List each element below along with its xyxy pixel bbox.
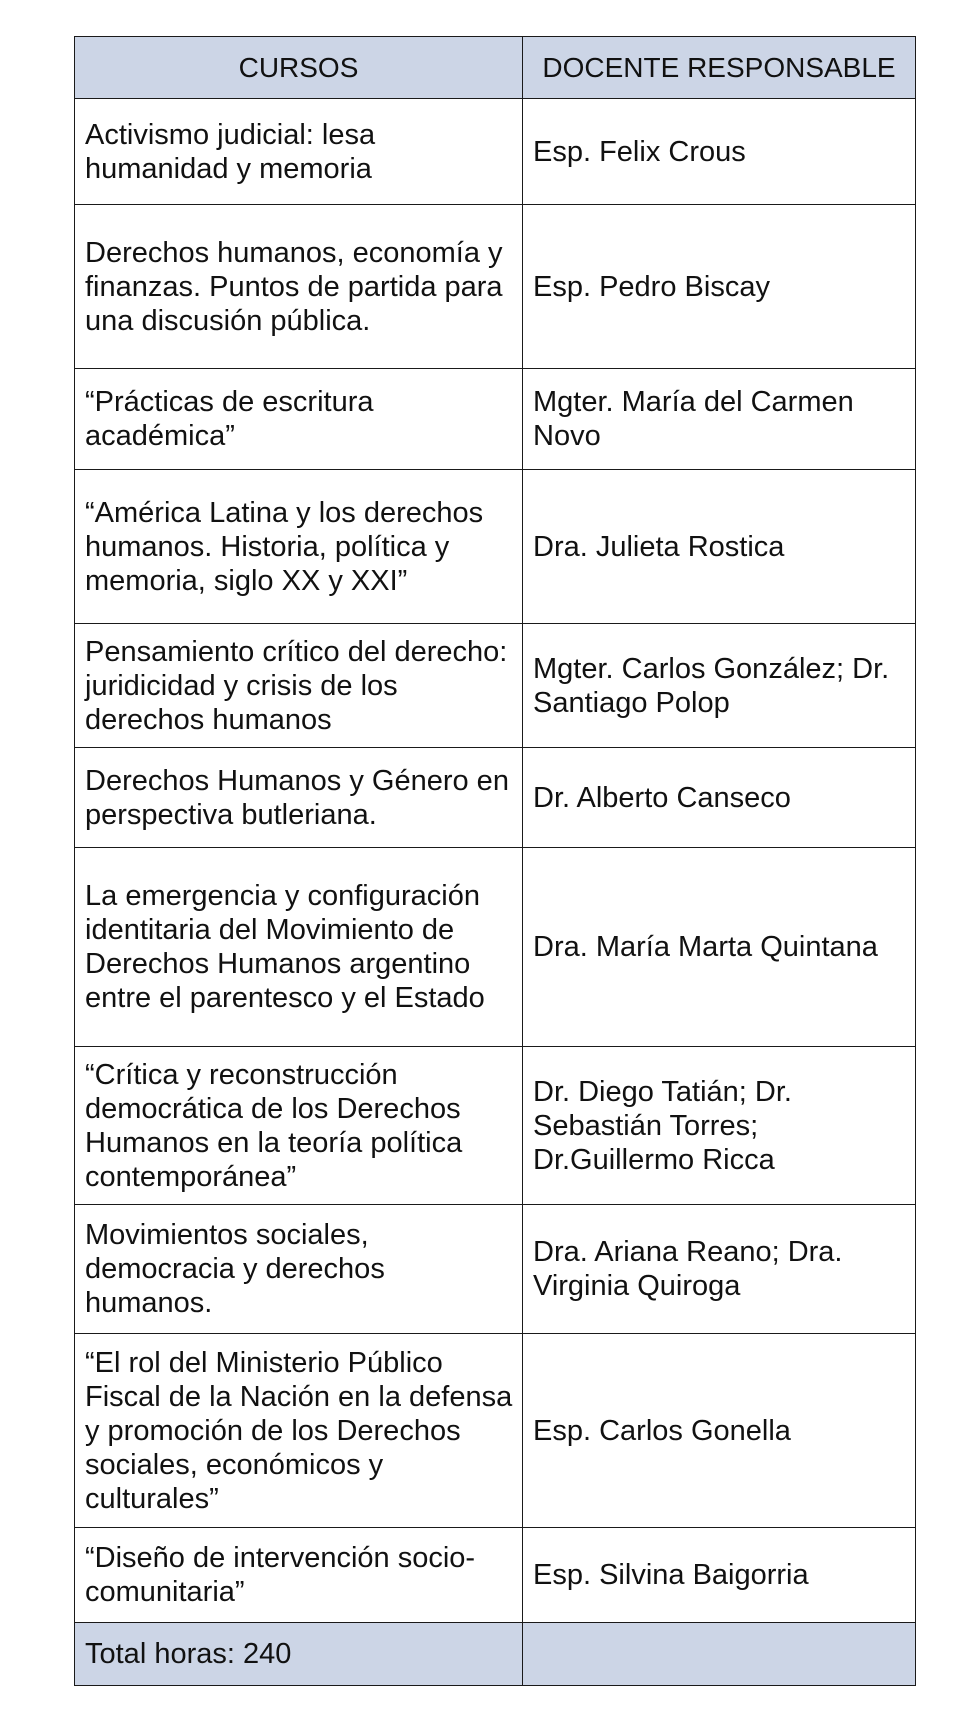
teacher-cell: Esp. Pedro Biscay (523, 205, 916, 369)
teacher-cell: Mgter. Carlos González; Dr. Santiago Polop (523, 624, 916, 748)
table-row (75, 99, 916, 205)
course-cell: Pensamiento crítico del derecho: juridicidad y crisis de los derechos humanos (75, 624, 523, 748)
teacher-cell: Esp. Silvina Baigorria (523, 1528, 916, 1623)
course-cell: “Prácticas de escritura académica” (75, 369, 523, 470)
teacher-cell: Dra. Julieta Rostica (523, 470, 916, 624)
course-cell: “América Latina y los derechos humanos. Historia, política y memoria, siglo XX y XXI” (75, 470, 523, 624)
table-row (75, 848, 916, 1047)
table-row (75, 748, 916, 848)
table-footer-row (75, 1623, 916, 1686)
table-row (75, 1047, 916, 1205)
table-row (75, 1528, 916, 1623)
teacher-cell: Mgter. María del Carmen Novo (523, 369, 916, 470)
course-cell: Derechos humanos, economía y finanzas. Puntos de partida para una discusión pública. (75, 205, 523, 369)
table-row (75, 1205, 916, 1334)
course-cell: “Crítica y reconstrucción democrática de los Derechos Humanos en la teoría política contemporánea” (75, 1047, 523, 1205)
table-header-row (75, 37, 916, 99)
teacher-cell: Dr. Diego Tatián; Dr. Sebastián Torres; Dr.Guillermo Ricca (523, 1047, 916, 1205)
course-cell: “Diseño de intervención socio-comunitaria” (75, 1528, 523, 1623)
teacher-cell: Dr. Alberto Canseco (523, 748, 916, 848)
course-cell: “El rol del Ministerio Público Fiscal de la Nación en la defensa y promoción de los Derechos sociales, económicos y culturales” (75, 1334, 523, 1528)
table-row (75, 1334, 916, 1528)
table-row (75, 470, 916, 624)
table-row (75, 205, 916, 369)
course-cell: La emergencia y configuración identitaria del Movimiento de Derechos Humanos argentino entre el parentesco y el Estado (75, 848, 523, 1047)
teacher-cell: Esp. Felix Crous (523, 99, 916, 205)
table-row (75, 369, 916, 470)
course-cell: Activismo judicial: lesa humanidad y memoria (75, 99, 523, 205)
total-hours: Total horas: 240 (75, 1623, 523, 1686)
course-cell: Movimientos sociales, democracia y derechos humanos. (75, 1205, 523, 1334)
teacher-cell: Esp. Carlos Gonella (523, 1334, 916, 1528)
courses-table (74, 36, 916, 1686)
footer-empty-cell (523, 1623, 916, 1686)
header-cursos: CURSOS (75, 37, 523, 99)
teacher-cell: Dra. María Marta Quintana (523, 848, 916, 1047)
header-docente-responsable: DOCENTE RESPONSABLE (523, 37, 916, 99)
teacher-cell: Dra. Ariana Reano; Dra. Virginia Quiroga (523, 1205, 916, 1334)
table-row (75, 624, 916, 748)
course-cell: Derechos Humanos y Género en perspectiva butleriana. (75, 748, 523, 848)
